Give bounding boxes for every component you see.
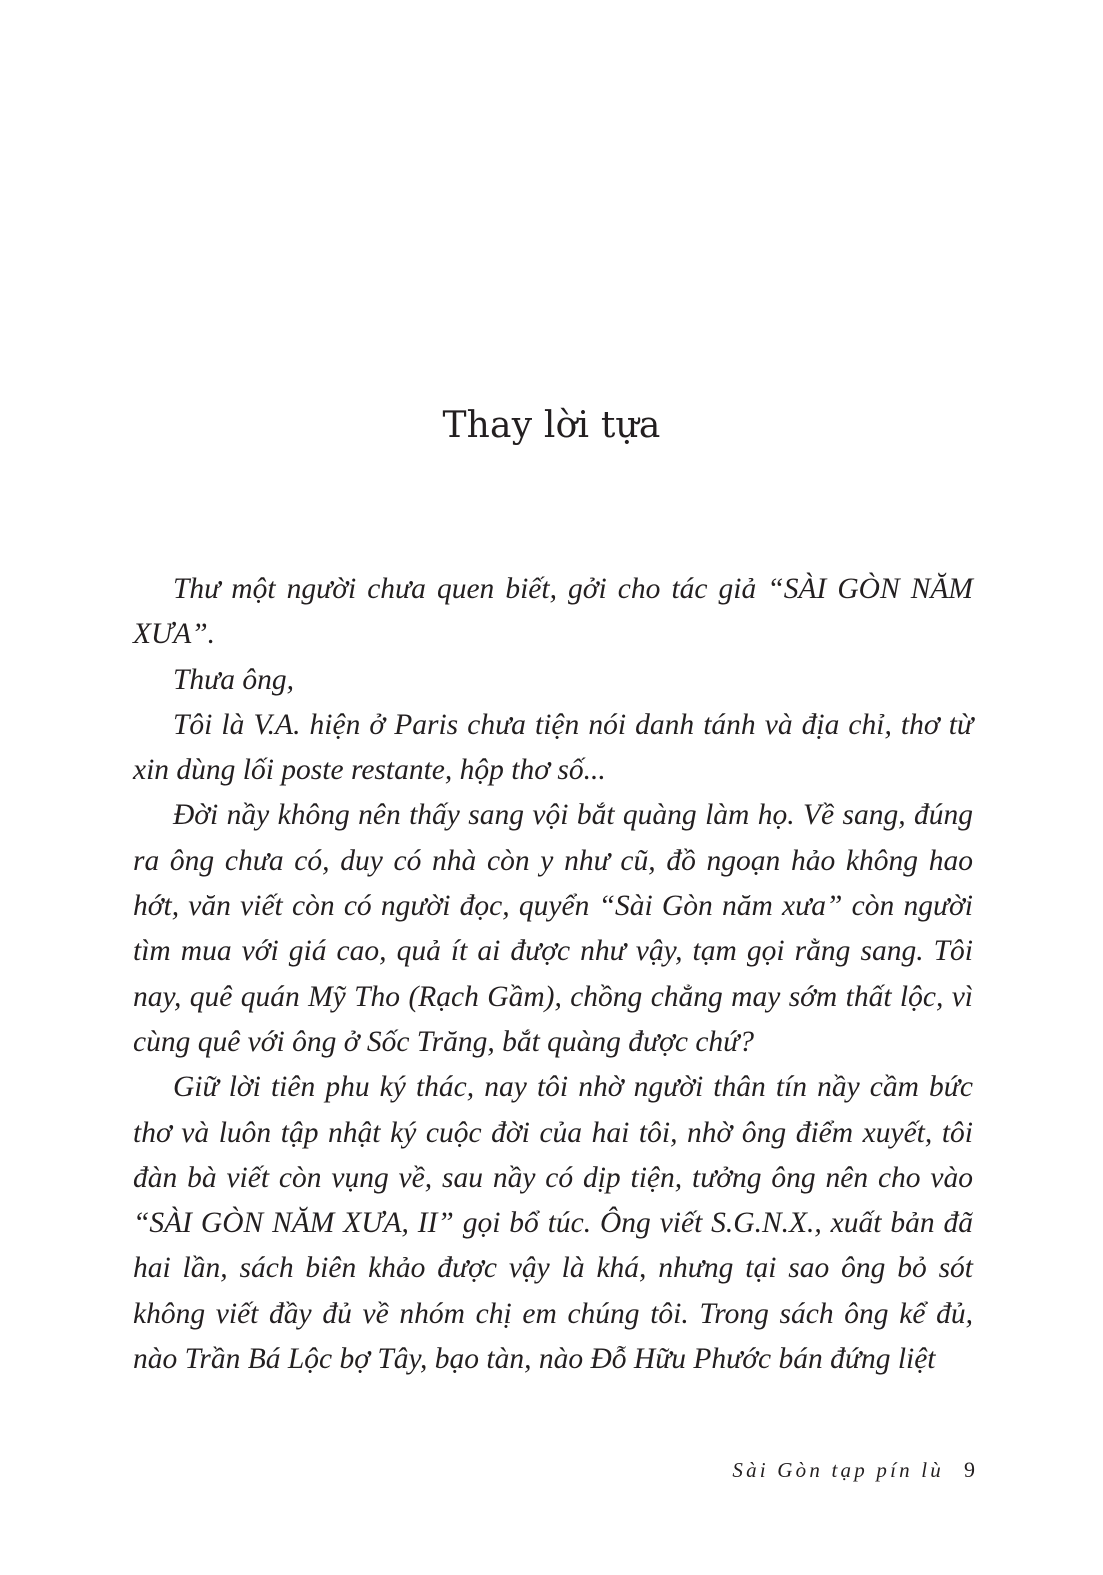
paragraph-introduction: Tôi là V.A. hiện ở Paris chưa tiện nói danh tánh và địa chỉ, thơ từ xin dùng lối poste restante, hộp thơ số... [133, 708, 973, 787]
chapter-title: Thay lời tựa [442, 405, 661, 446]
paragraph-letter-heading: Thư một người chưa quen biết, gởi cho tác giả “SÀI GÒN NĂM XƯA”. [133, 573, 973, 651]
paragraph-body-2: Giữ lời tiên phu ký thác, nay tôi nhờ người thân tín nầy cầm bức thơ và luôn tập nhật ký cuộc đời của hai tôi, nhờ ông điểm xuyết, tôi đàn bà viết còn vụng về, sau nầy có dịp tiện, tưởng ông nên cho vào “SÀI GÒN NĂM XƯA, II” gọi bổ túc. Ông viết S.G.N.X., xuất bản đã hai lần, sách biên khảo được vậy là khá, nhưng tại sao ông bỏ sót không viết đầy đủ về nhóm chị em chúng tôi. Trong sách ông kể đủ, nào Trần Bá Lộc bợ Tây, bạo tàn, nào Đỗ Hữu Phước bán đứng liệt [133, 1071, 973, 1376]
body-text [133, 567, 973, 1382]
page-number: 9 [964, 1457, 975, 1482]
running-title: Sài Gòn tạp pín lù [732, 1458, 944, 1482]
page-footer [732, 1455, 975, 1485]
paragraph-salutation: Thưa ông, [173, 663, 294, 696]
paragraph-body-1: Đời nầy không nên thấy sang vội bắt quàng làm họ. Về sang, đúng ra ông chưa có, duy có nhà còn y như cũ, đồ ngoạn hảo không hao hớt, văn viết còn có người đọc, quyển “Sài Gòn năm xưa” còn người tìm mua với giá cao, quả ít ai được như vậy, tạm gọi rằng sang. Tôi nay, quê quán Mỹ Tho (Rạch Gầm), chồng chẳng may sớm thất lộc, vì cùng quê với ông ở Sốc Trăng, bắt quàng được chứ? [133, 799, 973, 1058]
